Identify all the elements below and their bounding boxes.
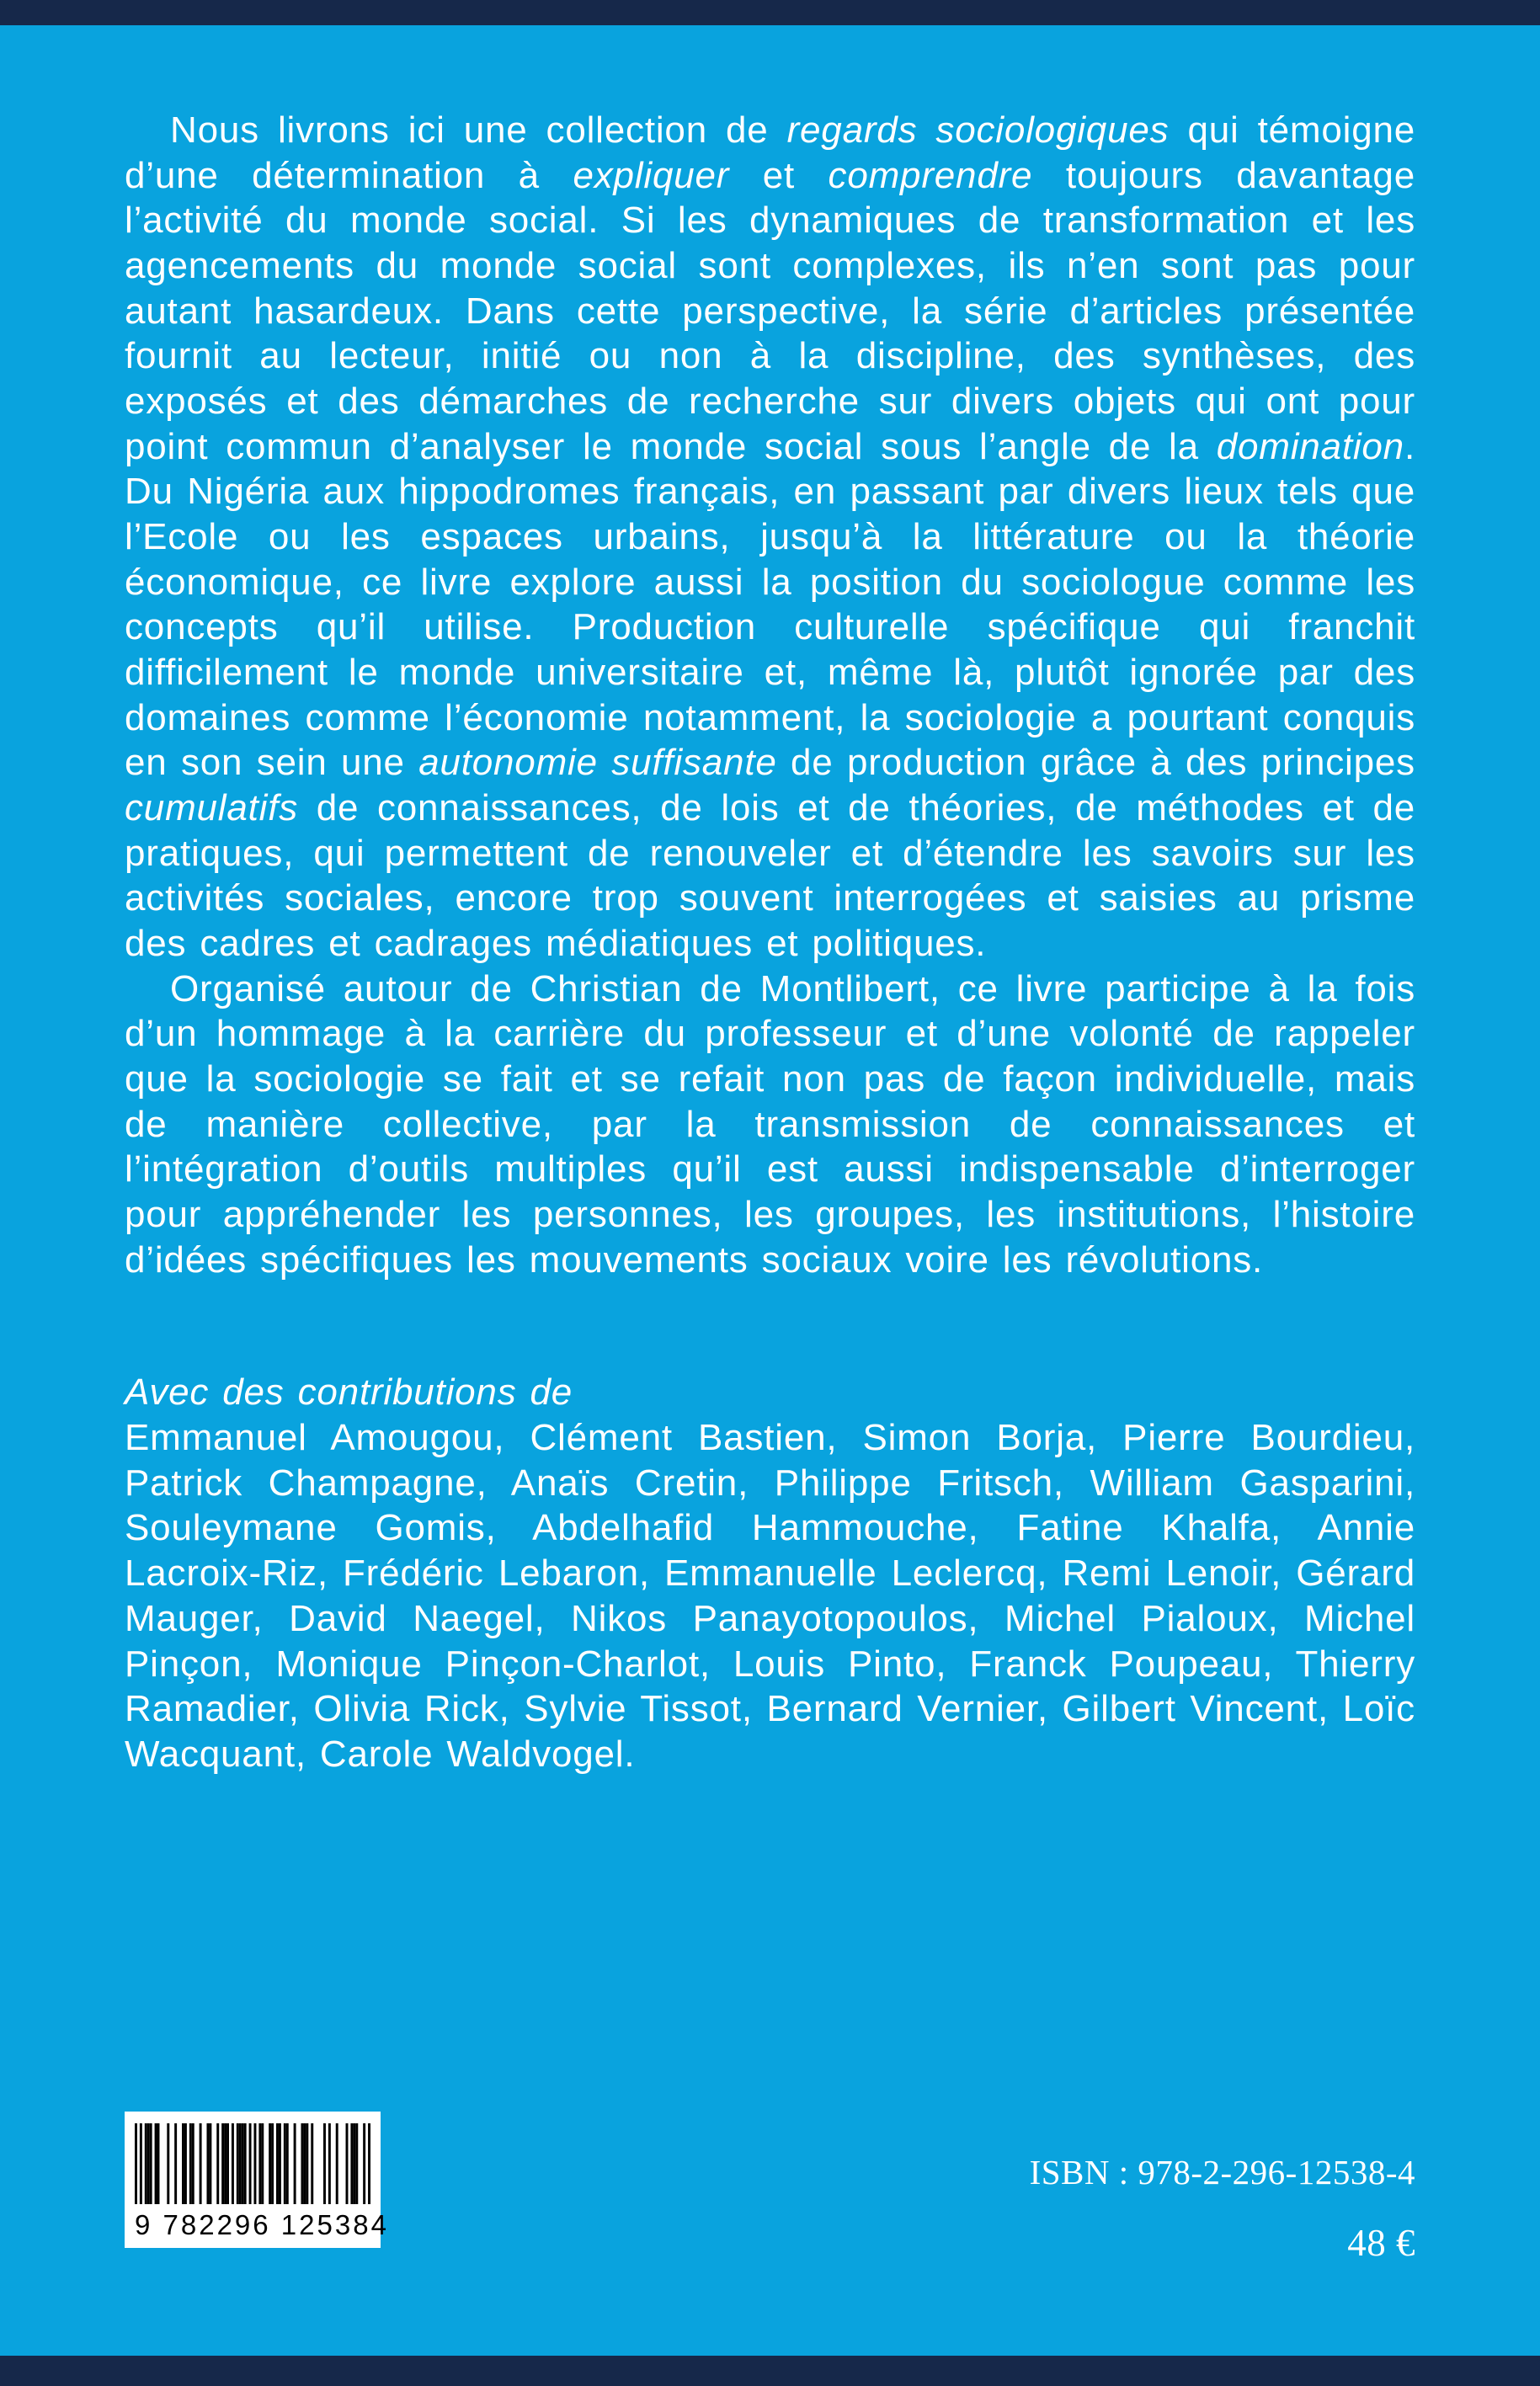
contributors-list: Emmanuel Amougou, Clément Bastien, Simon Borja, Pierre Bourdieu, Patrick Champagne, Anaïs Cretin, Philippe Fritsch, William Gasparini, Souleymane Gomis, Abdelhafid Hammouche, Fatine Khalfa, Annie Lacroix-Riz, Frédéric Lebaron, Emmanuelle Leclercq, Remi Lenoir, Gérard Mauger, David Naegel, Nikos Panayotopoulos, Michel Pialoux, Michel Pinçon, Monique Pinçon-Charlot, Louis Pinto, Franck Poupeau, Thierry Ramadier, Olivia Rick, Sylvie Tissot, Bernard Vernier, Gilbert Vincent, Loïc Wacquant, Carole Waldvogel. — [125, 1417, 1415, 1775]
synopsis-paragraph-2: Organisé autour de Christian de Montlibert, ce livre participe à la fois d’un hommage à la carrière du professeur et d’une volonté de rappeler que la sociologie se fait et se refait non pas de façon individuelle, mais de manière collective, par la transmission de connaissances et l’intégration d’outils multiples qu’il est aussi indispensable d’interroger pour appréhender les personnes, les groupes, les institutions, l’histoire d’idées spécifiques les mouvements sociaux voire les révolutions. — [125, 967, 1415, 1281]
contributors-heading: Avec des contributions de — [125, 1371, 573, 1414]
synopsis-block — [125, 108, 1415, 1777]
synopsis-paragraph-1: Nous livrons ici une collection de regards sociologiques qui témoigne d’une détermination à expliquer et comprendre toujours davantage l’activité du monde social. Si les dynamiques de transformation et les agencements du monde social sont complexes, ils n’en sont pas pour autant hasardeux. Dans cette perspective, la série d’articles présentée fournit au lecteur, initié ou non à la discipline, des synthèses, des exposés et des démarches de recherche sur divers objets qui ont pour point commun d’analyser le monde social sous l’angle de la domination. Du Nigéria aux hippodromes français, en passant par divers lieux tels que l’Ecole ou les espaces urbains, jusqu’à la littérature ou la théorie économique, ce livre explore aussi la position du sociologue comme les concepts qu’il utilise. Production culturelle spécifique qui franchit difficilement le monde universitaire et, même là, plutôt ignorée par des domaines comme l’économie notamment, la sociologie a pourtant conquis en son sein une autonomie suffisante de production grâce à des principes cumulatifs de connaissances, de lois et de théories, de méthodes et de pratiques, qui permettent de renouveler et d’étendre les savoirs sur les activités sociales, encore trop souvent interrogées et saisies au prisme des cadres et cadrages médiatiques et politiques. — [125, 109, 1416, 965]
barcode — [125, 2112, 389, 2248]
barcode-bars-icon — [135, 2123, 370, 2204]
top-band — [0, 0, 1540, 25]
barcode-digits: 9 782296 125384 — [135, 2209, 389, 2240]
isbn-label: ISBN : 978-2-296-12538-4 — [1029, 2153, 1415, 2192]
price-label: 48 € — [1347, 2222, 1415, 2264]
bottom-band — [0, 2356, 1540, 2386]
isbn-block — [1030, 2152, 1415, 2265]
